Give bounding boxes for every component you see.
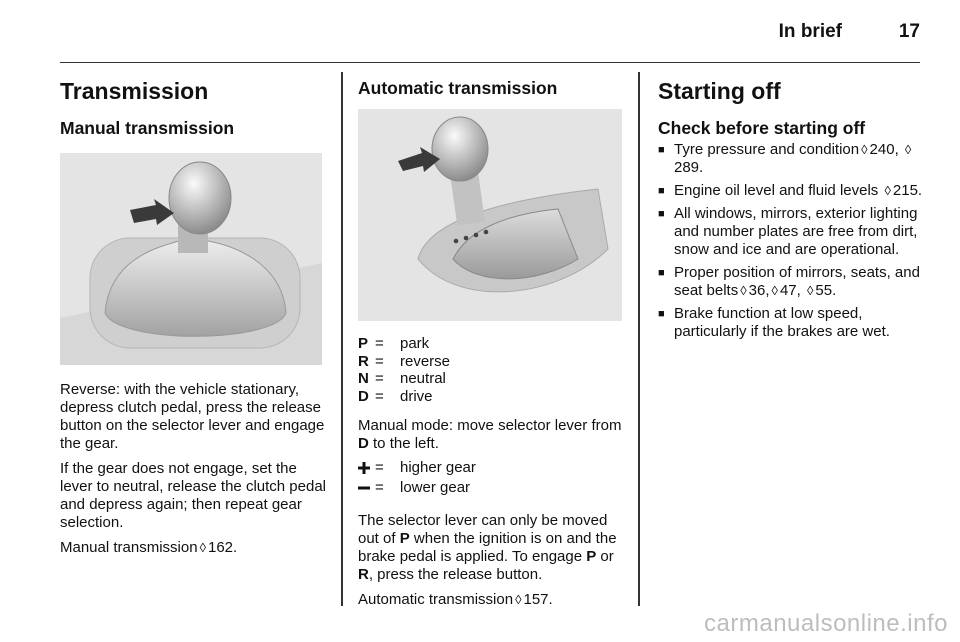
bullet-icon: ■ bbox=[658, 185, 665, 197]
gear-not-engage-paragraph: If the gear does not engage, set the lever to neutral, release the clutch pedal and depress again; then repeat gear selection. bbox=[60, 460, 326, 531]
manual-transmission-reference: Manual transmission ◊ 162. bbox=[60, 539, 238, 556]
minus-icon bbox=[358, 482, 370, 494]
list-item: ■ All windows, mirrors, exterior lighting and number plates are free from dirt, snow and ice and are operational. bbox=[658, 205, 918, 258]
legend-row-drive: D = drive bbox=[358, 387, 433, 405]
bullet-icon: ■ bbox=[658, 267, 665, 279]
manual-gear-lever-image bbox=[60, 153, 322, 365]
bullet-icon: ■ bbox=[658, 308, 665, 320]
cross-reference-icon: ◊ bbox=[884, 183, 891, 198]
cross-reference-icon: ◊ bbox=[771, 283, 778, 298]
legend-row-reverse: R = reverse bbox=[358, 352, 451, 370]
bullet-icon: ■ bbox=[658, 208, 665, 220]
column-manual-transmission bbox=[60, 74, 326, 557]
legend-row-neutral: N = neutral bbox=[358, 370, 446, 387]
column-divider bbox=[341, 72, 343, 606]
list-item: ■ Tyre pressure and condition ◊ 240, ◊289. bbox=[658, 141, 912, 176]
cross-reference-icon: ◊ bbox=[861, 142, 868, 157]
cross-reference-icon: ◊ bbox=[904, 142, 912, 157]
check-before-starting-heading: Check before starting off bbox=[658, 118, 866, 138]
legend-row-park: P = park bbox=[358, 335, 430, 352]
page-number: 17 bbox=[898, 21, 920, 42]
automatic-selector-lever-image bbox=[358, 109, 622, 321]
cross-reference-icon: ◊ bbox=[740, 283, 747, 298]
section-title: In brief bbox=[778, 21, 842, 42]
automatic-transmission-reference: Automatic transmission ◊ 157. bbox=[358, 591, 553, 608]
transmission-heading: Transmission bbox=[60, 78, 209, 104]
gear-position-legend bbox=[358, 335, 626, 405]
column-starting-off bbox=[658, 74, 926, 346]
legend-row-higher-gear: = higher gear bbox=[358, 459, 626, 479]
list-item: ■ Proper position of mirrors, seats, and seat belts ◊ 36, ◊ 47, ◊ 55. bbox=[658, 264, 920, 299]
checklist bbox=[658, 141, 926, 341]
watermark: carmanualsonline.info bbox=[704, 610, 948, 637]
manual-shift-legend bbox=[358, 459, 626, 498]
manual-transmission-heading: Manual transmission bbox=[60, 118, 235, 138]
plus-icon bbox=[358, 462, 370, 474]
list-item: ■ Brake function at low speed, particularly if the brakes are wet. bbox=[658, 305, 890, 340]
page-header bbox=[60, 0, 920, 63]
cross-reference-icon: ◊ bbox=[806, 283, 814, 298]
automatic-transmission-heading: Automatic transmission bbox=[358, 78, 558, 98]
column-automatic-transmission bbox=[358, 74, 626, 609]
bullet-icon: ■ bbox=[658, 144, 665, 156]
cross-reference-icon: ◊ bbox=[199, 540, 206, 555]
starting-off-heading: Starting off bbox=[658, 78, 781, 104]
reverse-paragraph: Reverse: with the vehicle stationary, depress clutch pedal, press the release button on the selector lever and engage the gear. bbox=[60, 381, 325, 452]
legend-row-lower-gear: = lower gear bbox=[358, 479, 626, 499]
manual-mode-paragraph: Manual mode: move selector lever from D to the left. bbox=[358, 417, 622, 452]
column-divider bbox=[638, 72, 640, 606]
selector-lever-paragraph: The selector lever can only be moved out of P when the ignition is on and the brake pedal is applied. To engage P or R, press the release button. bbox=[358, 512, 617, 583]
list-item: ■ Engine oil level and fluid levels ◊ 215. bbox=[658, 182, 923, 199]
cross-reference-icon: ◊ bbox=[515, 592, 522, 607]
